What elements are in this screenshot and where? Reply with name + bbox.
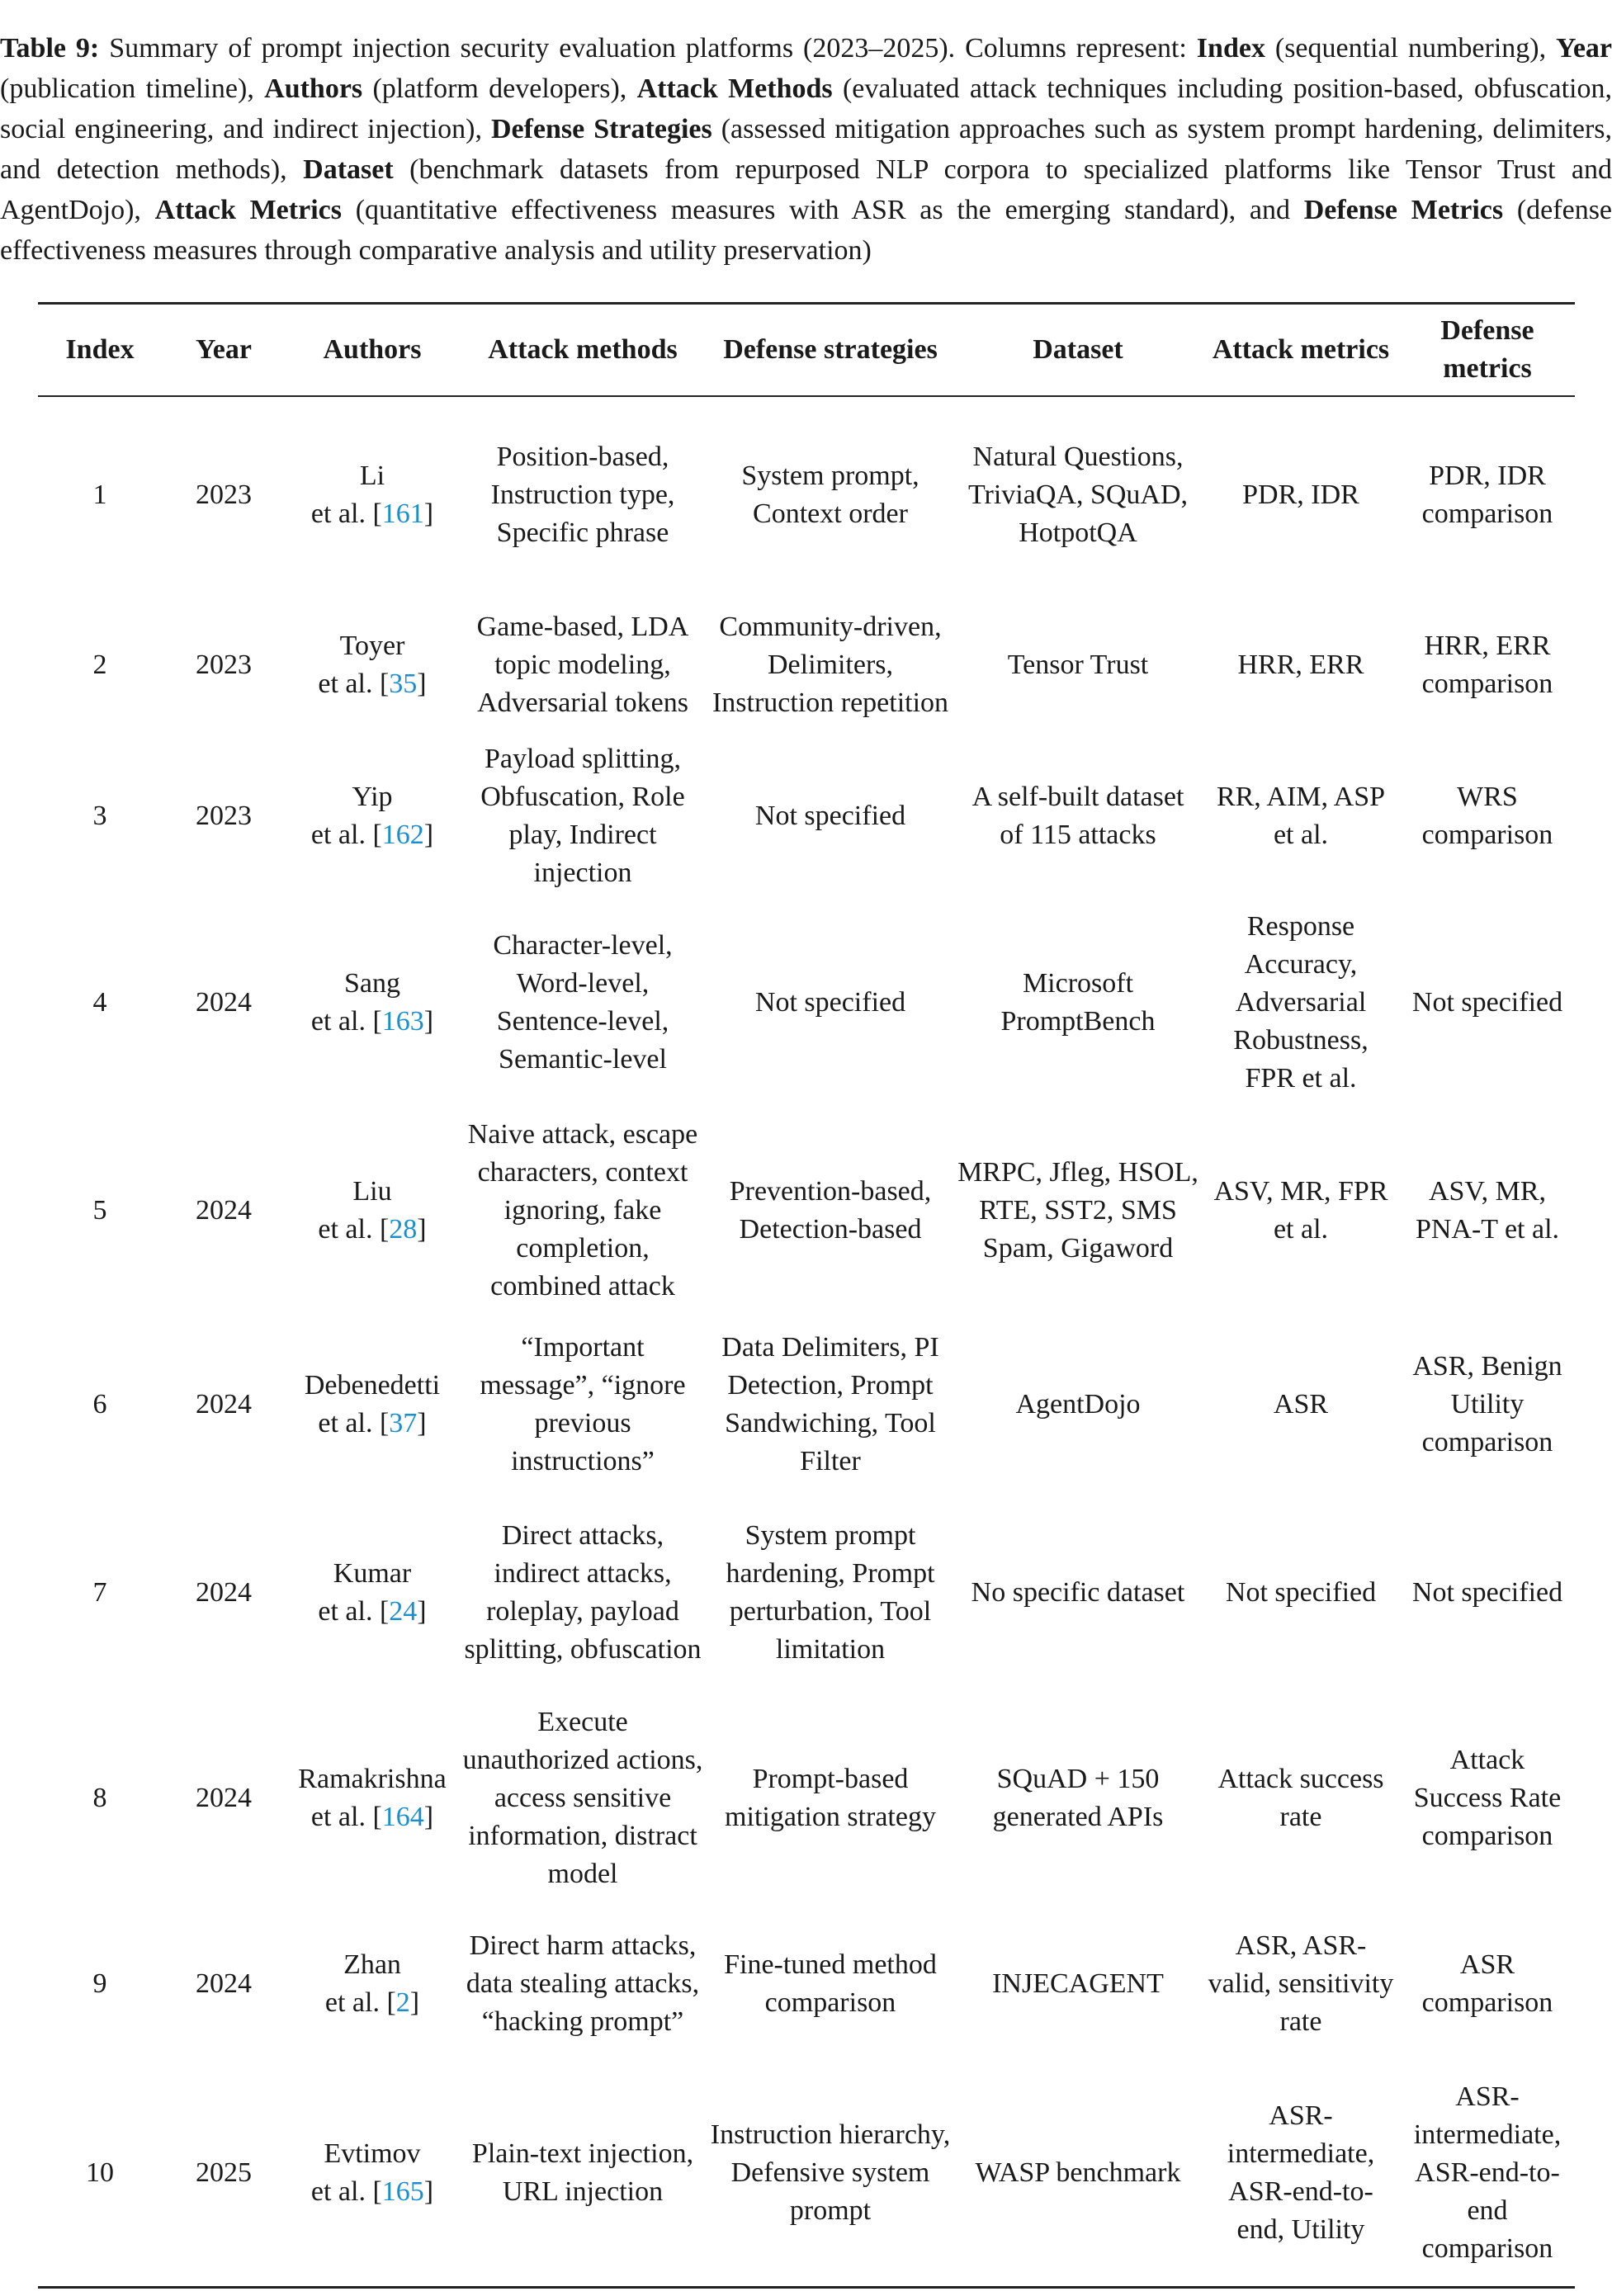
author-etal: et al. [ <box>310 820 382 850</box>
cell-index: 4 <box>92 986 107 1018</box>
caption-bold-term: Dataset <box>303 154 394 185</box>
author-name: Debenedetti <box>304 1369 441 1401</box>
caption-text: Summary of prompt injection security evaluation platforms (2023–2025). Columns represent: <box>99 33 1197 64</box>
header-attack-metrics: Attack metrics <box>1212 334 1390 365</box>
author-name: Sang <box>344 967 400 999</box>
header-defense-strategies: Defense strategies <box>723 334 938 365</box>
author-name: Zhan <box>343 1949 401 1980</box>
cell-year: 2024 <box>196 1388 252 1420</box>
citation-bracket: ] <box>417 1214 427 1245</box>
cell-authors <box>286 1907 459 2061</box>
table-row <box>38 1907 1575 2061</box>
caption-bold-term: Attack Methods <box>636 73 833 104</box>
citation-bracket: ] <box>417 1407 427 1439</box>
citation-link[interactable]: 163 <box>381 1005 424 1037</box>
cell-defense-metrics: Not specified <box>1411 986 1563 1018</box>
cell-defense-metrics: WRS comparison <box>1421 782 1553 850</box>
cell-defense-metrics: ASR-intermediate, ASR-end-to-end comparison <box>1413 2081 1562 2265</box>
cell-index: 8 <box>92 1783 107 1813</box>
header-index: Index <box>65 334 135 365</box>
cell-index: 6 <box>92 1388 107 1420</box>
cell-attack-metrics: Not specified <box>1225 1576 1377 1608</box>
table-row <box>38 896 1575 1108</box>
cell-defense-strategies: Data Delimiters, PI Detection, Prompt Sandwiching, Tool Filter <box>721 1331 939 1476</box>
cell-index: 1 <box>92 480 107 510</box>
cell-year: 2023 <box>196 480 252 510</box>
caption-bold-term: Attack Metrics <box>154 195 342 225</box>
cell-index: 5 <box>92 1195 107 1226</box>
cell-attack-metrics: ASR, ASR-valid, sensitivity rate <box>1208 1930 1394 2037</box>
table-row <box>38 1495 1575 1689</box>
cell-year: 2024 <box>196 1783 252 1813</box>
table-header-row <box>38 304 1575 397</box>
cell-attack-methods: Character-level, Word-level, Sentence-level, Semantic-level <box>493 929 673 1075</box>
author-etal: et al. [ <box>324 1987 396 2018</box>
citation-link[interactable]: 161 <box>381 498 424 529</box>
citation-bracket: ] <box>417 1595 427 1627</box>
cell-year: 2024 <box>196 986 252 1018</box>
author-name: Li <box>359 461 385 491</box>
header-attack-methods: Attack methods <box>488 334 678 365</box>
cell-attack-metrics: RR, AIM, ASP et al. <box>1216 782 1386 850</box>
caption-bold-term: Table 9: <box>0 33 100 64</box>
table-body <box>38 396 1575 2287</box>
author-name: Evtimov <box>324 2138 421 2170</box>
caption-text: (benchmark datasets from repurposed NLP corpora to specialized platforms like Tensor Trust and AgentDojo), <box>0 154 1612 225</box>
cell-attack-methods: Payload splitting, Obfuscation, Role play, Indirect injection <box>480 744 685 888</box>
author-name: Yip <box>352 782 393 812</box>
cell-defense-metrics: Not specified <box>1411 1576 1563 1608</box>
caption-bold-term: Index <box>1196 33 1265 64</box>
author-name: Toyer <box>339 630 405 661</box>
cell-dataset: MRPC, Jfleg, HSOL, RTE, SST2, SMS Spam, Gigaword <box>957 1157 1198 1264</box>
evaluation-platforms-table <box>38 302 1575 2289</box>
cell-defense-metrics: ASR comparison <box>1421 1949 1553 2018</box>
caption-bold-term: Year <box>1556 33 1612 64</box>
cell-attack-metrics: Attack success rate <box>1217 1764 1384 1832</box>
cell-attack-metrics: ASR <box>1273 1388 1329 1420</box>
citation-link[interactable]: 165 <box>381 2176 424 2208</box>
cell-defense-strategies: Instruction hierarchy, Defensive system prompt <box>710 2119 951 2227</box>
citation-link[interactable]: 28 <box>389 1214 418 1245</box>
cell-index: 3 <box>92 801 107 831</box>
header-dataset: Dataset <box>1033 334 1123 365</box>
caption-bold-term: Defense Metrics <box>1303 195 1504 225</box>
cell-defense-strategies: Prompt-based mitigation strategy <box>725 1764 936 1832</box>
cell-dataset: AgentDojo <box>1015 1388 1141 1420</box>
cell-authors <box>286 593 459 736</box>
cell-defense-metrics: PDR, IDR comparison <box>1421 461 1553 529</box>
cell-defense-strategies: Fine-tuned method comparison <box>724 1949 937 2018</box>
cell-attack-methods: Plain-text injection, URL injection <box>471 2138 694 2208</box>
cell-attack-metrics: ASV, MR, FPR et al. <box>1213 1176 1388 1245</box>
cell-defense-strategies: Prevention-based, Detection-based <box>729 1176 932 1245</box>
author-etal: et al. [ <box>310 1005 382 1037</box>
cell-authors <box>286 396 459 593</box>
cell-attack-methods: Execute unauthorized actions, access sensitive information, distract model <box>462 1707 703 1889</box>
table-row <box>38 1108 1575 1313</box>
author-etal: et al. [ <box>318 668 390 699</box>
cell-dataset: Natural Questions, TriviaQA, SQuAD, HotpotQA <box>967 442 1189 548</box>
cell-index: 7 <box>92 1576 107 1608</box>
caption-text: (defense effectiveness measures through comparative analysis and utility preservation) <box>0 195 1612 266</box>
table-row <box>38 1689 1575 1907</box>
citation-bracket: ] <box>423 1005 434 1037</box>
cell-defense-strategies: Not specified <box>754 801 906 831</box>
cell-authors <box>286 1689 459 1907</box>
caption-text: (platform developers), <box>362 73 637 104</box>
cell-authors <box>286 2061 459 2287</box>
citation-link[interactable]: 2 <box>395 1987 410 2018</box>
author-etal: et al. [ <box>318 1407 390 1439</box>
caption-text: (sequential numbering), <box>1265 33 1557 64</box>
cell-authors <box>286 736 459 896</box>
cell-year: 2025 <box>196 2157 252 2189</box>
author-etal: et al. [ <box>310 498 382 529</box>
cell-dataset: Tensor Trust <box>1007 649 1149 680</box>
cell-defense-metrics: ASR, Benign Utility comparison <box>1412 1350 1562 1457</box>
author-etal: et al. [ <box>310 2176 382 2208</box>
author-name: Kumar <box>333 1557 412 1589</box>
header-defense-metrics: Defense metrics <box>1440 315 1534 384</box>
caption-bold-term: Defense Strategies <box>490 114 712 144</box>
header-authors: Authors <box>323 334 422 365</box>
citation-link[interactable]: 164 <box>381 1802 424 1832</box>
cell-authors <box>286 896 459 1108</box>
cell-attack-methods: Direct harm attacks, data stealing attacks, “hacking prompt” <box>466 1930 700 2037</box>
cell-defense-metrics: HRR, ERR comparison <box>1421 630 1553 699</box>
cell-dataset: No specific dataset <box>971 1576 1185 1608</box>
table-row <box>38 593 1575 736</box>
cell-year: 2023 <box>196 801 252 831</box>
table-row <box>38 396 1575 593</box>
cell-attack-methods: Game-based, LDA topic modeling, Adversarial tokens <box>476 611 689 718</box>
cell-authors <box>286 1313 459 1495</box>
cell-index: 10 <box>86 2157 114 2189</box>
citation-bracket: ] <box>409 1987 420 2018</box>
citation-link[interactable]: 35 <box>389 668 418 699</box>
citation-bracket: ] <box>423 820 434 850</box>
citation-link[interactable]: 37 <box>389 1407 418 1439</box>
caption-text: (evaluated attack techniques including position-based, obfuscation, social engineering, and indirect injection), <box>0 73 1612 144</box>
cell-attack-methods: Direct attacks, indirect attacks, roleplay, payload splitting, obfuscation <box>464 1519 702 1665</box>
cell-defense-strategies: System prompt hardening, Prompt perturbation, Tool limitation <box>726 1519 935 1665</box>
cell-attack-metrics: HRR, ERR <box>1237 649 1364 680</box>
citation-bracket: ] <box>423 498 434 529</box>
author-etal: et al. [ <box>318 1595 390 1627</box>
table-caption <box>0 28 1612 271</box>
citation-bracket: ] <box>423 2176 434 2208</box>
header-year: Year <box>196 334 252 365</box>
author-etal: et al. [ <box>318 1214 390 1245</box>
cell-defense-strategies: Community-driven, Delimiters, Instruction repetition <box>711 611 949 718</box>
author-etal: et al. [ <box>310 1802 382 1832</box>
cell-attack-methods: Position-based, Instruction type, Specific phrase <box>490 442 675 548</box>
cell-attack-metrics: ASR-intermediate, ASR-end-to-end, Utility <box>1227 2100 1375 2246</box>
cell-defense-strategies: System prompt, Context order <box>741 461 919 529</box>
table-row <box>38 2061 1575 2287</box>
cell-attack-metrics: PDR, IDR <box>1242 480 1359 510</box>
cell-year: 2024 <box>196 1576 252 1608</box>
citation-link[interactable]: 24 <box>389 1595 418 1627</box>
cell-dataset: INJECAGENT <box>992 1968 1164 1999</box>
caption-text: (assessed mitigation approaches such as system prompt hardening, delimiters, and detection methods), <box>0 114 1612 185</box>
cell-dataset: A self-built dataset of 115 attacks <box>971 782 1184 850</box>
cell-index: 9 <box>92 1968 107 1999</box>
cell-defense-metrics: ASV, MR, PNA-T et al. <box>1415 1176 1560 1245</box>
author-name: Ramakrishna <box>298 1764 447 1794</box>
caption-text: (quantitative effectiveness measures with ASR as the emerging standard), and <box>341 195 1304 225</box>
caption-bold-term: Authors <box>264 73 363 104</box>
caption-text: (publication timeline), <box>0 73 265 104</box>
citation-bracket: ] <box>423 1802 434 1832</box>
cell-dataset: Microsoft PromptBench <box>1000 967 1156 1037</box>
cell-year: 2024 <box>196 1195 252 1226</box>
cell-dataset: SQuAD + 150 generated APIs <box>992 1764 1164 1832</box>
cell-defense-metrics: Attack Success Rate comparison <box>1413 1745 1562 1851</box>
cell-attack-metrics: Response Accuracy, Adversarial Robustness, FPR et al. <box>1233 910 1369 1094</box>
citation-link[interactable]: 162 <box>381 820 424 850</box>
cell-attack-methods: “Important message”, “ignore previous instructions” <box>480 1331 686 1476</box>
citation-bracket: ] <box>417 668 427 699</box>
cell-year: 2024 <box>196 1968 252 1999</box>
cell-year: 2023 <box>196 649 252 680</box>
cell-index: 2 <box>92 649 107 680</box>
table-row <box>38 736 1575 896</box>
table-row <box>38 1313 1575 1495</box>
cell-authors <box>286 1108 459 1313</box>
author-name: Liu <box>352 1176 392 1207</box>
cell-dataset: WASP benchmark <box>975 2157 1181 2189</box>
cell-defense-strategies: Not specified <box>754 986 906 1018</box>
cell-attack-methods: Naive attack, escape characters, context ignoring, fake completion, combined attack <box>467 1119 698 1302</box>
cell-authors <box>286 1495 459 1689</box>
